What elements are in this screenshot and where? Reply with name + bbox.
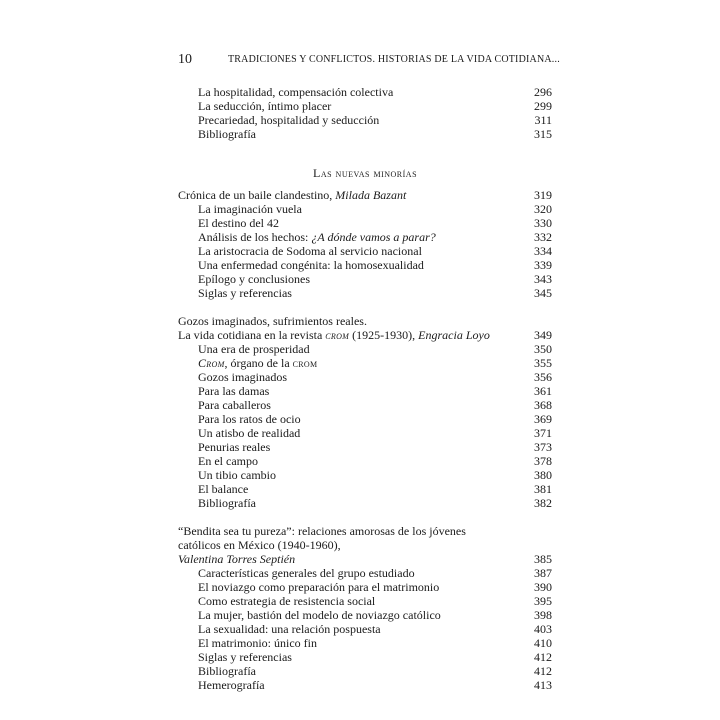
toc-entry — [178, 622, 552, 636]
toc-entry-title-part: , órgano de la — [224, 356, 293, 370]
toc-entry-page: 368 — [534, 398, 552, 412]
toc-entry-page: 381 — [534, 482, 552, 496]
toc-entry-title: Gozos imaginados — [198, 370, 287, 384]
toc-entry — [178, 202, 552, 216]
toc-entry-title: La sexualidad: una relación pospuesta — [198, 622, 381, 636]
toc-entry-page: 390 — [534, 580, 552, 594]
chapter-title — [178, 524, 552, 538]
toc-entry-page: 311 — [534, 113, 552, 127]
toc-entry-page: 410 — [534, 636, 552, 650]
toc-entry-title: Hemerografía — [198, 678, 265, 692]
chapter-title-journal: crom — [325, 328, 350, 342]
toc-entry — [178, 384, 552, 398]
toc-entry-title: La imaginación vuela — [198, 202, 302, 216]
toc-entry-title: Características generales del grupo estudiado — [198, 566, 415, 580]
toc-entry-title: El matrimonio: único fin — [198, 636, 317, 650]
toc-entry — [178, 496, 552, 510]
toc-entry — [178, 608, 552, 622]
chapter-title — [178, 538, 552, 552]
chapter-title-line1: Gozos imaginados, sufrimientos reales. — [178, 314, 367, 328]
toc-entry-page: 350 — [534, 342, 552, 356]
toc-entry — [178, 426, 552, 440]
toc-entry — [178, 286, 552, 300]
toc-entry-page: 380 — [534, 468, 552, 482]
toc-entry-page: 412 — [534, 664, 552, 678]
toc-entry-title: Bibliografía — [198, 664, 256, 678]
chapter-title-line1: “Bendita sea tu pureza”: relaciones amorosas de los jóvenes — [178, 524, 466, 538]
toc-entry-page: 330 — [534, 216, 552, 230]
toc-entry-title: Un tibio cambio — [198, 468, 276, 482]
toc-entry-page: 382 — [534, 496, 552, 510]
toc-entry-page: 320 — [534, 202, 552, 216]
toc-entry-page: 345 — [534, 286, 552, 300]
toc-entry-page: 299 — [534, 99, 552, 113]
toc-entry-page: 339 — [534, 258, 552, 272]
chapter-title — [178, 188, 552, 202]
toc-entry — [178, 650, 552, 664]
toc-entry — [178, 454, 552, 468]
toc-entry — [178, 216, 552, 230]
toc-entry-title: La hospitalidad, compensación colectiva — [198, 85, 394, 99]
toc-entry-page: 332 — [534, 230, 552, 244]
toc-entry — [178, 678, 552, 692]
toc-entry-page: 413 — [534, 678, 552, 692]
toc-entry — [178, 85, 552, 99]
toc-entry-title-italic: Crom — [198, 356, 225, 370]
chapter-title-text — [178, 188, 406, 202]
toc-entry-title: La aristocracia de Sodoma al servicio nacional — [198, 244, 422, 258]
toc-entry — [178, 113, 552, 127]
chapter-title-part: (1925-1930), — [349, 328, 419, 342]
toc-entry-title — [198, 356, 317, 370]
toc-entry-page: 356 — [534, 370, 552, 384]
page-number: 10 — [178, 52, 192, 67]
toc-entry-title: El balance — [198, 482, 249, 496]
toc-entry — [178, 566, 552, 580]
toc-entry — [178, 468, 552, 482]
toc-entry-title-italic: ¿A dónde vamos a parar? — [311, 230, 436, 244]
toc-entry-title: La mujer, bastión del modelo de noviazgo católico — [198, 608, 441, 622]
toc-entry-page: 296 — [534, 85, 552, 99]
toc-entry-page: 315 — [534, 127, 552, 141]
toc-entry-title: El destino del 42 — [198, 216, 279, 230]
toc-entry-page: 395 — [534, 594, 552, 608]
toc-entry-page: 385 — [534, 552, 552, 566]
toc-entry-title: Una era de prosperidad — [198, 342, 310, 356]
toc-entry — [178, 356, 552, 370]
chapter-title-line2 — [178, 328, 490, 342]
toc-entry-title: Siglas y referencias — [198, 286, 292, 300]
toc-entry-title: Epílogo y conclusiones — [198, 272, 310, 286]
toc-entry-title: Una enfermedad congénita: la homosexualidad — [198, 258, 424, 272]
toc-entry-page: 403 — [534, 622, 552, 636]
toc-entry-page: 334 — [534, 244, 552, 258]
chapter-title — [178, 328, 552, 342]
toc-entry-title: Precariedad, hospitalidad y seducción — [198, 113, 380, 127]
toc-entry — [178, 636, 552, 650]
toc-entry-page: 343 — [534, 272, 552, 286]
toc-entry — [178, 230, 552, 244]
toc-entry — [178, 664, 552, 678]
toc-entry-title: Bibliografía — [198, 127, 256, 141]
toc-entry — [178, 482, 552, 496]
page-header — [178, 52, 560, 68]
toc-entry-title-part: Análisis de los hechos: — [198, 230, 312, 244]
chapter-author: Engracia Loyo — [418, 328, 490, 342]
chapter-title — [178, 314, 552, 328]
toc-entry — [178, 127, 552, 141]
chapter-title-part: La vida cotidiana en la revista — [178, 328, 326, 342]
chapter-author: Milada Bazant — [335, 188, 407, 202]
toc-entry — [178, 244, 552, 258]
toc-entry-page: 361 — [534, 384, 552, 398]
toc-entry-title: Para las damas — [198, 384, 270, 398]
toc-entry — [178, 412, 552, 426]
toc-entry — [178, 272, 552, 286]
toc-entry-title: Bibliografía — [198, 496, 256, 510]
toc-entry — [178, 440, 552, 454]
toc-entry — [178, 258, 552, 272]
running-head: TRADICIONES Y CONFLICTOS. HISTORIAS DE LA VIDA COTIDIANA... — [228, 54, 560, 65]
toc-entry-title: Para caballeros — [198, 398, 271, 412]
chapter-author: Valentina Torres Septién — [178, 552, 296, 566]
toc-entry — [178, 398, 552, 412]
toc-entry-page: 378 — [534, 454, 552, 468]
section-title: Las nuevas minorías — [312, 166, 418, 180]
toc-entry-title: El noviazgo como preparación para el matrimonio — [198, 580, 440, 594]
toc-entry — [178, 580, 552, 594]
chapter-author-line — [178, 552, 552, 566]
toc-entry — [178, 594, 552, 608]
toc-entry-page: 387 — [534, 566, 552, 580]
toc-entry-page: 319 — [534, 188, 552, 202]
toc-entry-title: La seducción, íntimo placer — [198, 99, 332, 113]
toc-entry — [178, 99, 552, 113]
toc-entry-title: Penurias reales — [198, 440, 271, 454]
toc-entry-page: 412 — [534, 650, 552, 664]
chapter-title-main: Crónica de un baile clandestino, — [178, 188, 336, 202]
toc-entry-page: 371 — [534, 426, 552, 440]
toc-entry-page: 355 — [534, 356, 552, 370]
toc-entry-title: En el campo — [198, 454, 258, 468]
toc-entry — [178, 370, 552, 384]
toc-entry-title: Un atisbo de realidad — [198, 426, 301, 440]
toc-entry — [178, 342, 552, 356]
toc-entry-page: 349 — [534, 328, 552, 342]
toc-entry-page: 373 — [534, 440, 552, 454]
chapter-title-line2: católicos en México (1940-1960), — [178, 538, 341, 552]
toc-entry-title: Como estrategia de resistencia social — [198, 594, 376, 608]
toc-entry-page: 398 — [534, 608, 552, 622]
toc-entry-title: Para los ratos de ocio — [198, 412, 301, 426]
toc-entry-title — [198, 230, 436, 244]
toc-entry-page: 369 — [534, 412, 552, 426]
toc-entry-title-part: crom — [292, 356, 318, 370]
toc-entry-title: Siglas y referencias — [198, 650, 292, 664]
